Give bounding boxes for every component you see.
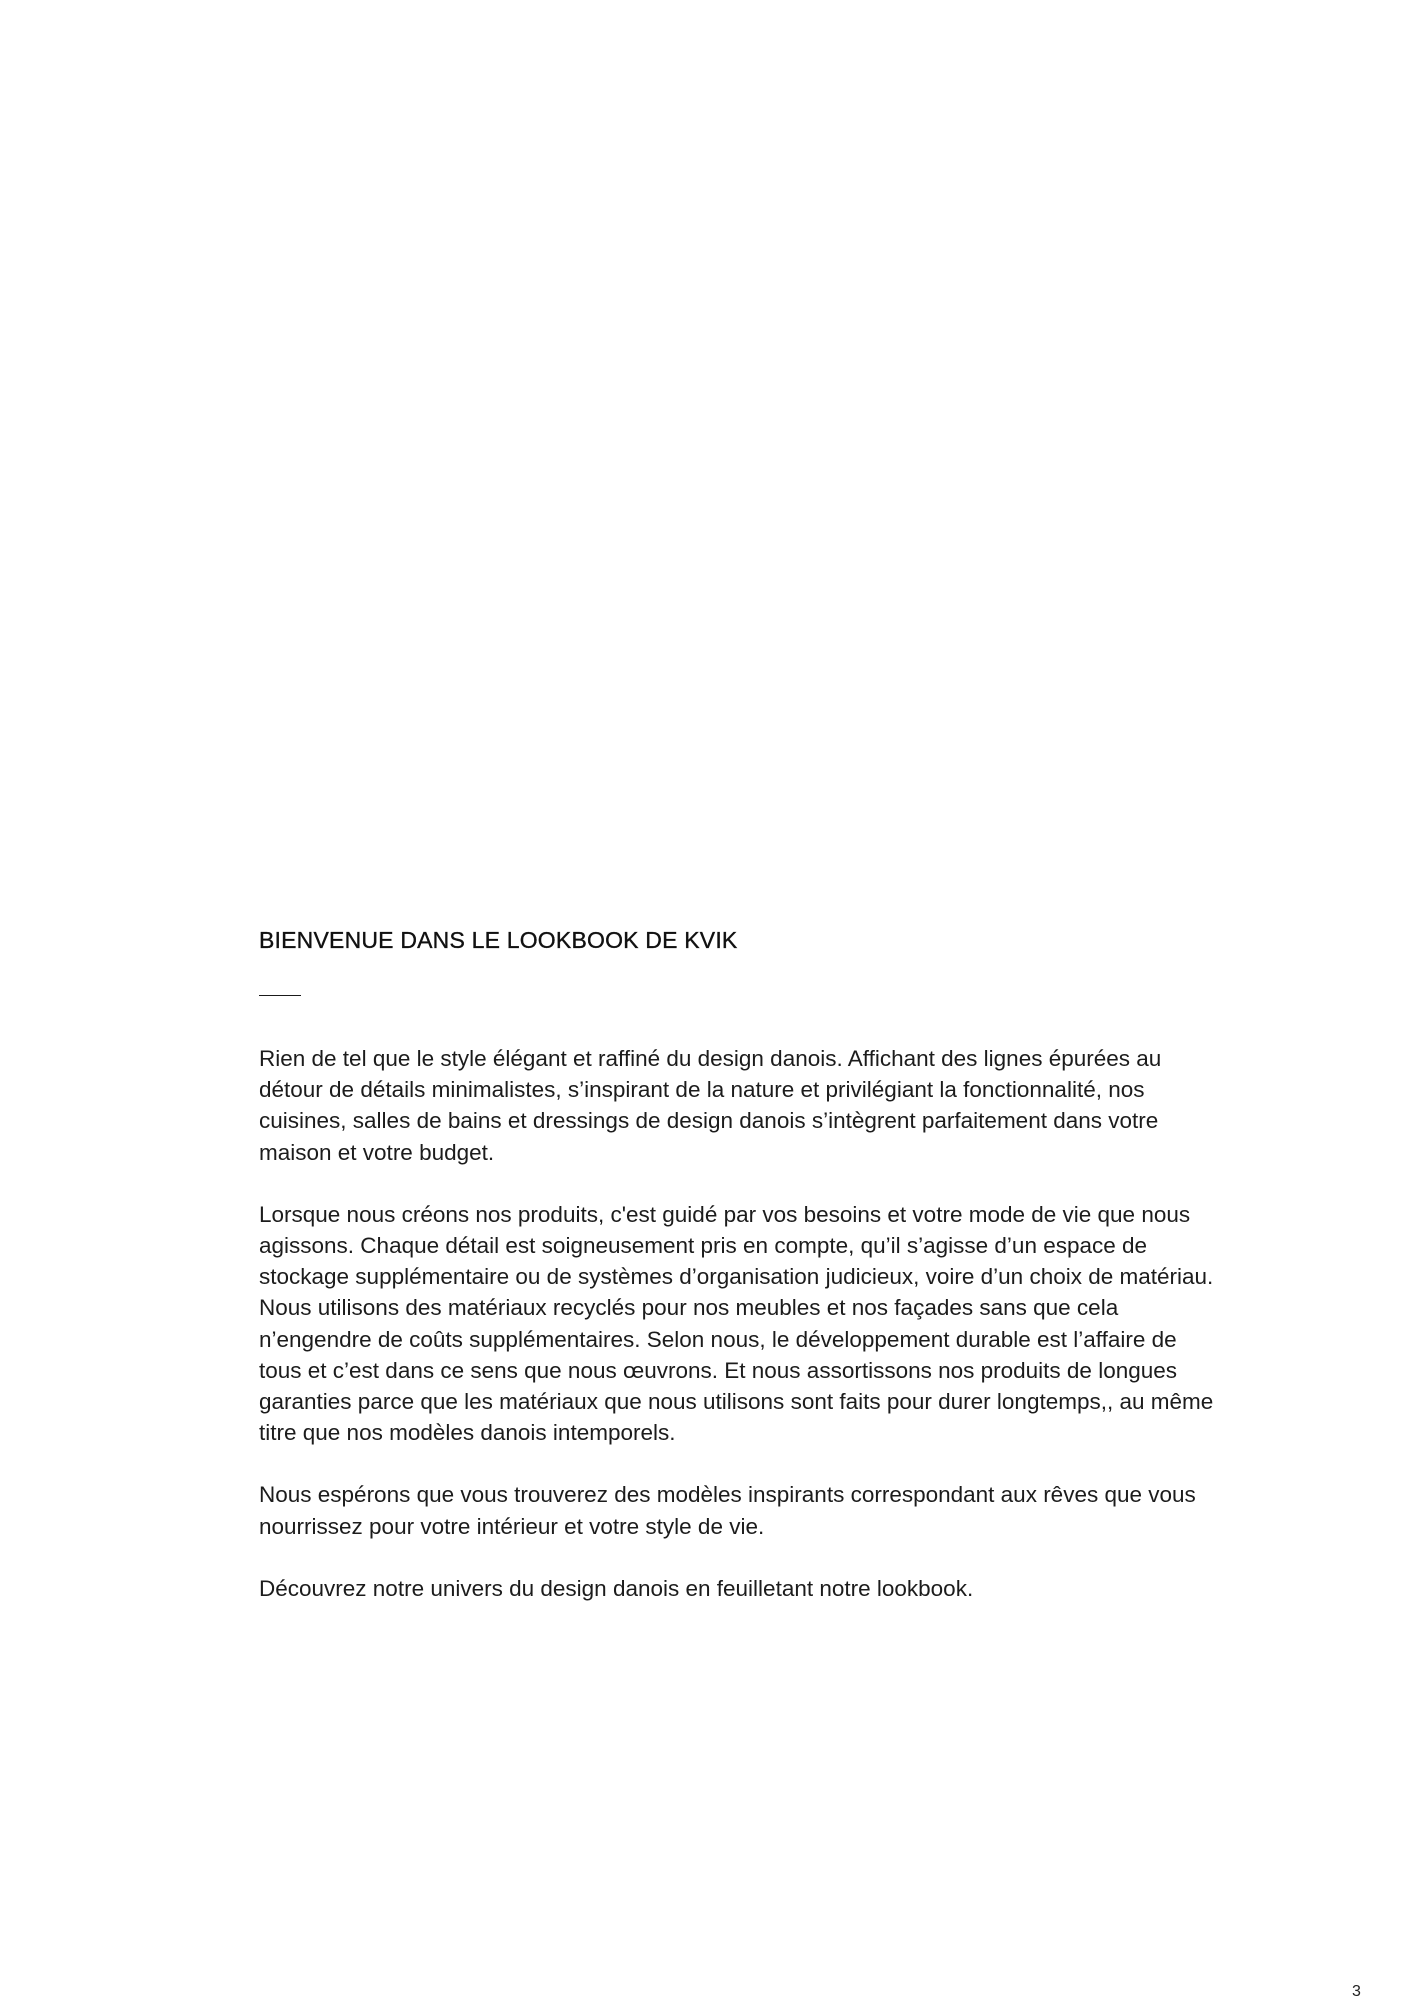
paragraph-inspiration: Nous espérons que vous trouverez des modèles inspirants correspondant aux rêves que vous nourrissez pour votre intérieur et votre style de vie. xyxy=(259,1482,1196,1539)
paragraph-discover: Découvrez notre univers du design danois en feuilletant notre lookbook. xyxy=(259,1575,974,1601)
intro-section xyxy=(259,925,1219,1635)
body-text xyxy=(259,1043,1219,1604)
paragraph-intro: Rien de tel que le style élégant et raffiné du design danois. Affichant des lignes épurées au détour de détails minimalistes, s’inspirant de la nature et privilégiant la fonctionnalité, nos cuisines, salles de bains et dressings de design danois s’intègrent parfaitement dans votre maison et votre budget. xyxy=(259,1046,1162,1165)
paragraph-products: Lorsque nous créons nos produits, c'est guidé par vos besoins et votre mode de vie que nous agissons. Chaque détail est soigneusement pris en compte, qu’il s’agisse d’un espace de stockage supplémentaire ou de systèmes d’organisation judicieux, voire d’un choix de matériau. Nous utilisons des matériaux recyclés pour nos meubles et nos façades sans que cela n’engendre de coûts supplémentaires. Selon nous, le développement durable est l’affaire de tous et c’est dans ce sens que nous œuvrons. Et nous assortissons nos produits de longues garanties parce que les matériaux que nous utilisons sont faits pour durer longtemps,, au même titre que nos modèles danois intemporels. xyxy=(259,1201,1214,1446)
page-number: 3 xyxy=(1352,1983,1361,2000)
page-title: BIENVENUE DANS LE LOOKBOOK DE KVIK xyxy=(259,927,738,953)
title-divider xyxy=(259,995,301,996)
